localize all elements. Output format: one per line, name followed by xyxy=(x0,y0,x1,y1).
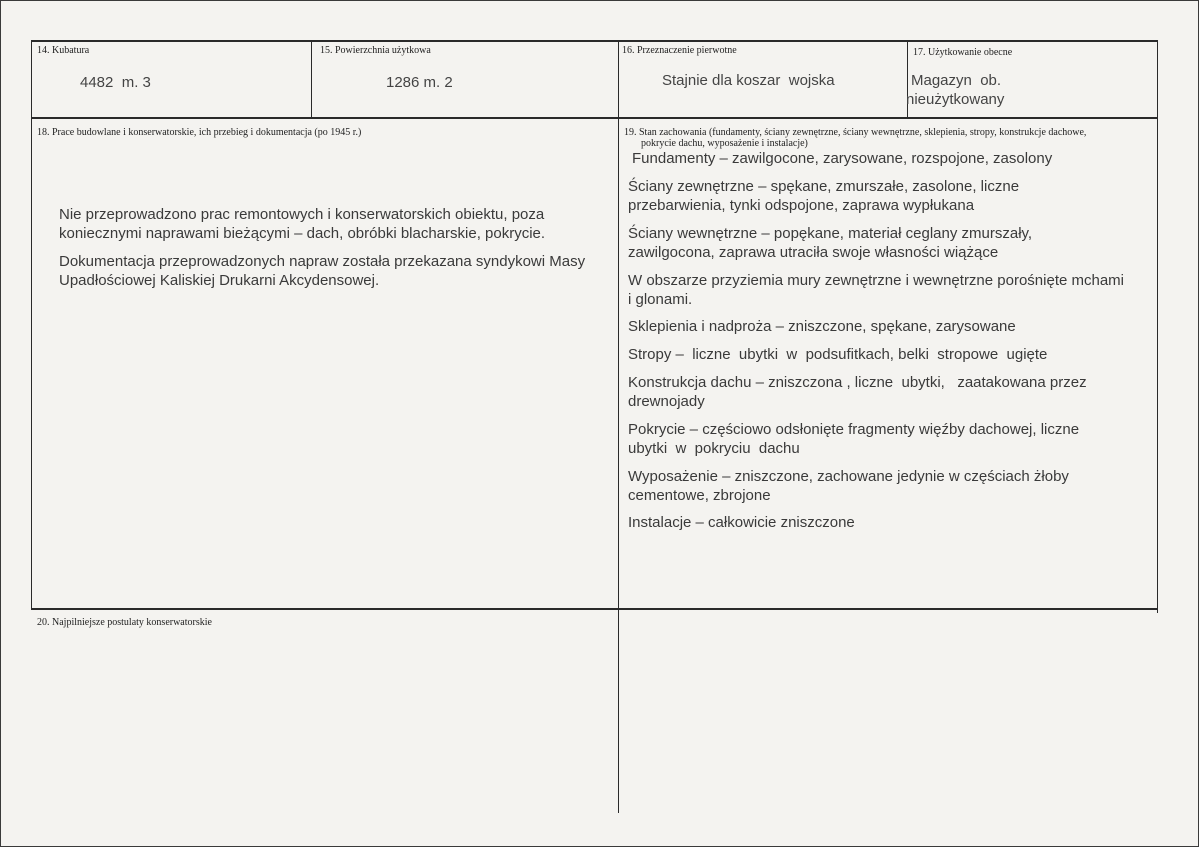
left-border xyxy=(31,40,32,610)
right-border xyxy=(1157,40,1158,613)
divider-14-15 xyxy=(311,40,312,119)
stan-item-sciany-zewnetrzne: Ściany zewnętrzne – spękane, zmurszałe, zasolone, liczne przebarwienia, tynki odspojone, zaprawa wypłukana xyxy=(628,178,1020,214)
stan-item-wyposazenie: Wyposażenie – zniszczone, zachowane jedynie w częściach żłoby cementowe, zbrojone xyxy=(628,468,1069,504)
stan-item-przyziemie: W obszarze przyziemia mury zewnętrzne i wewnętrzne porośnięte mchami i glonami. xyxy=(628,272,1125,308)
kubatura-label: 14. Kubatura xyxy=(37,45,90,56)
uzytkowanie-value-line1: Magazyn ob. xyxy=(911,72,1002,89)
stan-item-instalacje: Instalacje – całkowicie zniszczone xyxy=(628,514,855,531)
powierzchnia-label: 15. Powierzchnia użytkowa xyxy=(320,45,431,56)
przeznaczenie-value: Stajnie dla koszar wojska xyxy=(662,72,835,89)
postulaty-label: 20. Najpilniejsze postulaty konserwatorskie xyxy=(37,617,212,628)
section-20-rule xyxy=(31,608,1158,610)
stan-item-pokrycie: Pokrycie – częściowo odsłonięte fragmenty więźby dachowej, liczne ubytki w pokryciu dachu xyxy=(628,421,1088,457)
prace-paragraph-1: Nie przeprowadzono prac remontowych i konserwatorskich obiektu, poza koniecznymi naprawami bieżącymi – dach, obróbki blacharskie, pokrycie. xyxy=(59,206,546,242)
divider-15-16 xyxy=(618,40,619,813)
stan-item-sklepienia: Sklepienia i nadproża – zniszczone, spękane, zarysowane xyxy=(628,318,1016,335)
uzytkowanie-value-line2: nieużytkowany xyxy=(906,91,1005,108)
stan-label-line1: 19. Stan zachowania (fundamenty, ściany zewnętrzne, ściany wewnętrzne, sklepienia, stropy, konstrukcje dachowe, xyxy=(624,127,1087,138)
stan-item-fundamenty: Fundamenty – zawilgocone, zarysowane, rozspojone, zasolony xyxy=(632,150,1053,167)
top-rule xyxy=(31,40,1158,42)
prace-label: 18. Prace budowlane i konserwatorskie, ich przebieg i dokumentacja (po 1945 r.) xyxy=(37,127,362,138)
prace-paragraph-2: Dokumentacja przeprowadzonych napraw została przekazana syndykowi Masy Upadłościowej Kaliskiej Drukarni Akcydensowej. xyxy=(59,253,586,289)
row1-bottom-rule xyxy=(31,117,1158,119)
stan-label-line2: pokrycie dachu, wyposażenie i instalacje) xyxy=(641,138,808,149)
kubatura-value: 4482 m. 3 xyxy=(80,74,151,91)
uzytkowanie-label: 17. Użytkowanie obecne xyxy=(913,47,1013,58)
stan-item-konstrukcja-dachu: Konstrukcja dachu – zniszczona , liczne ubytki, zaatakowana przez drewnojady xyxy=(628,374,1095,410)
stan-item-stropy: Stropy – liczne ubytki w podsufitkach, belki stropowe ugięte xyxy=(628,346,1048,363)
stan-item-sciany-wewnetrzne: Ściany wewnętrzne – popękane, materiał ceglany zmurszały, zawilgocona, zaprawa utraciła swoje własności wiążące xyxy=(628,225,1033,261)
powierzchnia-value: 1286 m. 2 xyxy=(386,74,453,91)
przeznaczenie-label: 16. Przeznaczenie pierwotne xyxy=(622,45,737,56)
